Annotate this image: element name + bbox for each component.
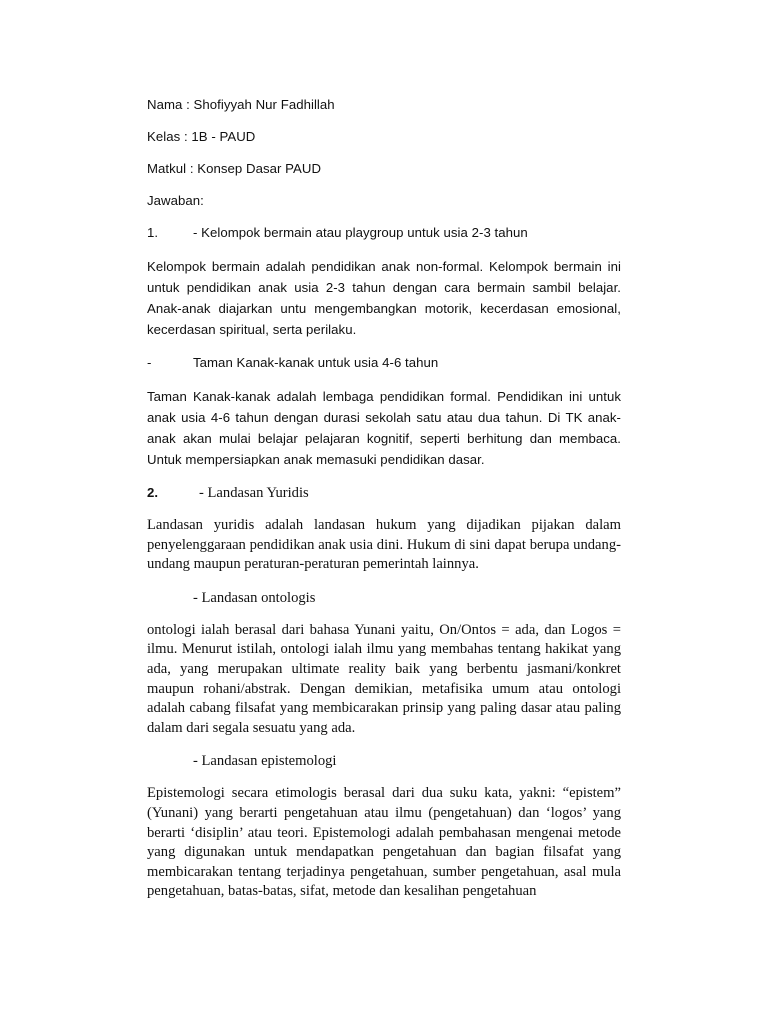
q2-heading-1-text: - Landasan Yuridis [199, 485, 309, 501]
student-name: Nama : Shofiyyah Nur Fadhillah [147, 97, 335, 112]
q2-paragraph-2: ontologi ialah berasal dari bahasa Yunani yaitu, On/Ontos = ada, dan Logos = ilmu. Menurut istilah, ontologi ialah ilmu yang membahas tentang hakikat yang ada, yang merupakan ultimate reality baik yang berbentu jasmani/konkret maupun rohani/abstrak. Dengan demikian, metafisika umum atau ontologi adalah cabang filsafat yang membicarakan prinsip yang paling dasar atau paling dalam dari segala sesuatu yang ada. [147, 621, 621, 736]
course-name: Matkul : Konsep Dasar PAUD [147, 161, 322, 176]
q1-heading-1 [147, 224, 621, 242]
q2-heading-3: - Landasan epistemologi [193, 753, 337, 770]
q1-dash: - [147, 355, 152, 370]
q1-heading-2-text: Taman Kanak-kanak untuk usia 4-6 tahun [193, 355, 439, 370]
q1-paragraph-1: Kelompok bermain adalah pendidikan anak non-formal. Kelompok bermain ini untuk pendidikan anak usia 2-3 tahun dengan cara bermain sambil belajar. Anak-anak diajarkan untu mengembangkan motorik, kecerdasan emosional, kecerdasan spiritual, serta perilaku. [147, 259, 621, 337]
document-body [147, 96, 621, 916]
q2-paragraph-3: Epistemologi secara etimologis berasal dari dua suku kata, yakni: “epistem” (Yunani) yang berarti pengetahuan atau ilmu (pengetahuan) dan ‘logos’ yang berarti ‘disiplin’ atau teori. Epistemologi adalah pembahasan mengenai metode yang digunakan untuk mendapatkan pengetahuan dan bagian filsafat yang membicarakan tentang terjadinya pengetahuan, sumber pengetahuan, asal mula pengetahuan, batas-batas, sifat, metode dan kesalihan pengetahuan [147, 785, 621, 900]
q2-heading-2: - Landasan ontologis [193, 589, 316, 606]
q2-number: 2. [147, 485, 159, 500]
q2-paragraph-1: Landasan yuridis adalah landasan hukum yang dijadikan pijakan dalam penyelenggaraan pendidikan anak usia dini. Hukum di sini dapat berupa undang-undang maupun peraturan-peraturan pemerintah lainnya. [147, 517, 621, 573]
q1-paragraph-2: Taman Kanak-kanak adalah lembaga pendidikan formal. Pendidikan ini untuk anak usia 4-6 tahun dengan durasi sekolah satu atau dua tahun. Di TK anak-anak akan mulai belajar pelajaran kognitif, seperti berhitung dan membaca. Untuk mempersiapkan anak memasuki pendidikan dasar. [147, 389, 621, 467]
student-class: Kelas : 1B - PAUD [147, 129, 256, 144]
q2-heading-1 [147, 484, 621, 502]
q1-heading-2 [147, 354, 621, 372]
q1-heading-1-text: - Kelompok bermain atau playgroup untuk usia 2-3 tahun [193, 225, 528, 240]
q1-number: 1. [147, 225, 159, 240]
answers-label: Jawaban: [147, 193, 204, 208]
